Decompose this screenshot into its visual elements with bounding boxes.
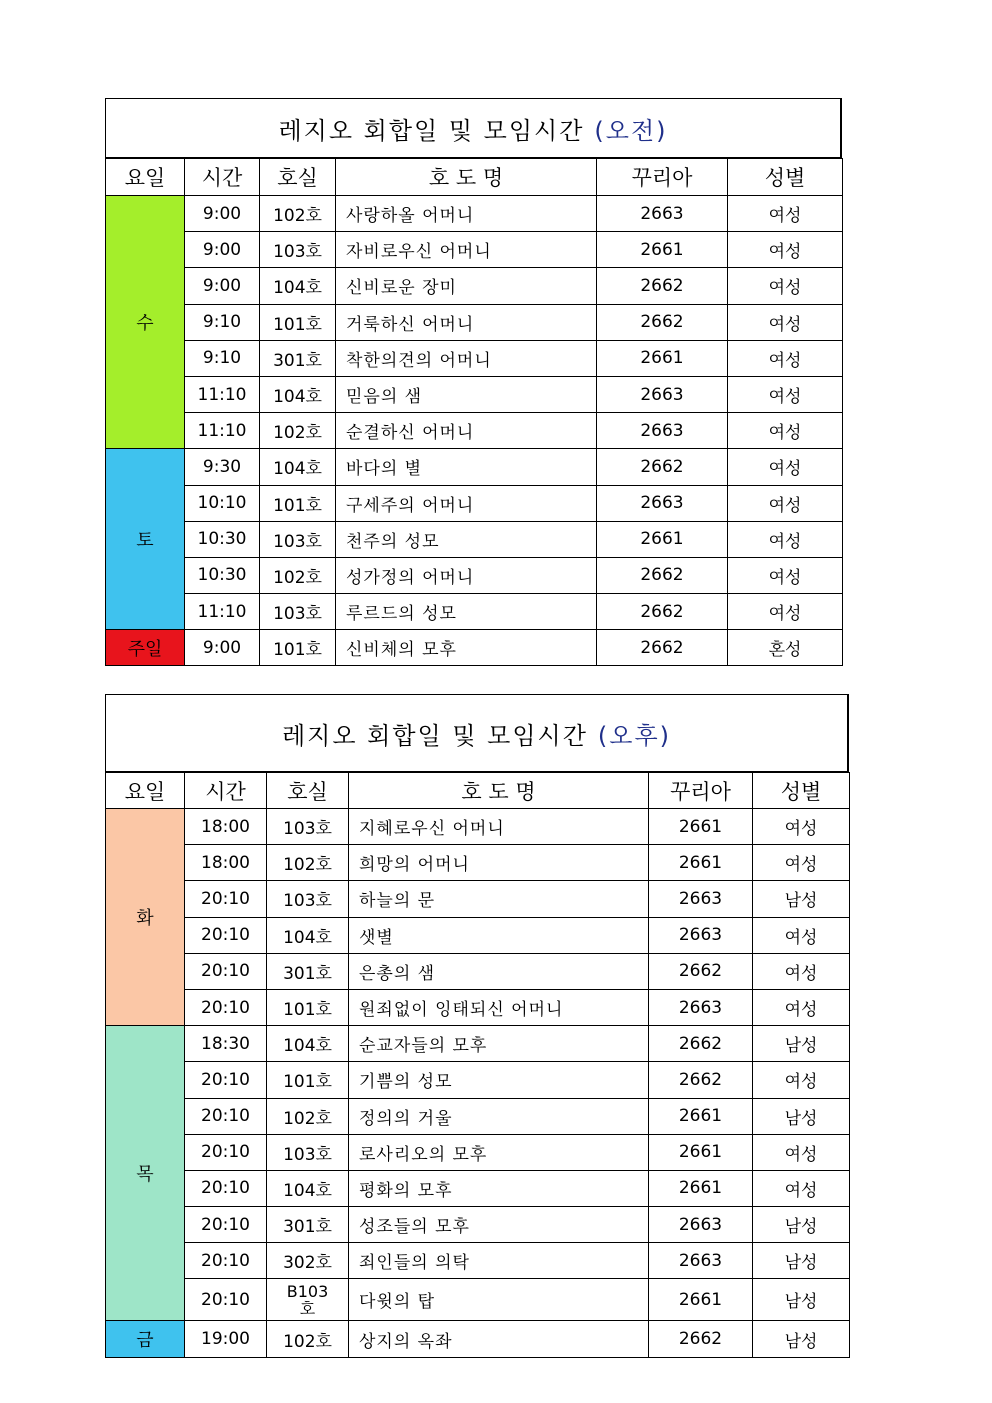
table-row bbox=[106, 809, 850, 845]
time-cell: 10:30 bbox=[185, 557, 260, 593]
table-row bbox=[106, 881, 850, 917]
room-cell: 102호 bbox=[267, 1098, 349, 1134]
curia-cell: 2663 bbox=[597, 196, 728, 232]
table-row bbox=[106, 449, 843, 485]
room-cell: 104호 bbox=[260, 449, 336, 485]
gender-cell: 남성 bbox=[753, 1321, 850, 1357]
room-cell: 103호 bbox=[267, 809, 349, 845]
room-cell: 102호 bbox=[260, 413, 336, 449]
gender-cell: 여성 bbox=[753, 809, 850, 845]
day-cell: 목 bbox=[106, 1026, 185, 1321]
gender-cell: 여성 bbox=[728, 594, 843, 630]
group-name-cell: 평화의 모후 bbox=[349, 1170, 649, 1206]
room-cell: 103호 bbox=[260, 232, 336, 268]
curia-cell: 2661 bbox=[649, 1134, 753, 1170]
group-name-cell: 순교자들의 모후 bbox=[349, 1026, 649, 1062]
time-cell: 20:10 bbox=[185, 1062, 267, 1098]
table-row bbox=[106, 557, 843, 593]
header-room: 호실 bbox=[260, 159, 336, 196]
room-cell: 101호 bbox=[267, 1062, 349, 1098]
table-row bbox=[106, 304, 843, 340]
curia-cell: 2661 bbox=[597, 340, 728, 376]
gender-cell: 여성 bbox=[753, 1134, 850, 1170]
curia-cell: 2662 bbox=[597, 630, 728, 666]
afternoon-schedule-table bbox=[105, 772, 850, 1358]
header-room: 호실 bbox=[267, 773, 349, 809]
room-cell: 102호 bbox=[267, 1321, 349, 1357]
time-cell: 20:10 bbox=[185, 1243, 267, 1279]
header-time: 시간 bbox=[185, 773, 267, 809]
table-header-row bbox=[106, 159, 843, 196]
curia-cell: 2661 bbox=[597, 521, 728, 557]
table-row bbox=[106, 917, 850, 953]
time-cell: 9:00 bbox=[185, 268, 260, 304]
day-cell: 금 bbox=[106, 1321, 185, 1357]
time-cell: 9:00 bbox=[185, 196, 260, 232]
curia-cell: 2661 bbox=[597, 232, 728, 268]
gender-cell: 여성 bbox=[728, 376, 843, 412]
gender-cell: 여성 bbox=[728, 557, 843, 593]
curia-cell: 2662 bbox=[597, 268, 728, 304]
table-row bbox=[106, 1134, 850, 1170]
afternoon-title: 레지오 회합일 및 모임시간 bbox=[281, 721, 588, 750]
gender-cell: 남성 bbox=[753, 1243, 850, 1279]
gender-cell: 여성 bbox=[753, 1062, 850, 1098]
group-name-cell: 기쁨의 성모 bbox=[349, 1062, 649, 1098]
room-cell: 102호 bbox=[260, 557, 336, 593]
table-header-row bbox=[106, 773, 850, 809]
table-row bbox=[106, 1243, 850, 1279]
group-name-cell: 천주의 성모 bbox=[336, 521, 597, 557]
curia-cell: 2661 bbox=[649, 845, 753, 881]
gender-cell: 남성 bbox=[753, 1026, 850, 1062]
table-row bbox=[106, 1026, 850, 1062]
group-name-cell: 루르드의 성모 bbox=[336, 594, 597, 630]
header-gender: 성별 bbox=[728, 159, 843, 196]
group-name-cell: 믿음의 샘 bbox=[336, 376, 597, 412]
header-group-name: 호 도 명 bbox=[336, 159, 597, 196]
group-name-cell: 샛별 bbox=[349, 917, 649, 953]
group-name-cell: 은총의 샘 bbox=[349, 953, 649, 989]
gender-cell: 여성 bbox=[728, 521, 843, 557]
table-row bbox=[106, 1279, 850, 1321]
curia-cell: 2662 bbox=[597, 594, 728, 630]
table-row bbox=[106, 376, 843, 412]
group-name-cell: 구세주의 어머니 bbox=[336, 485, 597, 521]
group-name-cell: 정의의 거울 bbox=[349, 1098, 649, 1134]
table-row bbox=[106, 196, 843, 232]
time-cell: 20:10 bbox=[185, 881, 267, 917]
table-row bbox=[106, 1062, 850, 1098]
gender-cell: 여성 bbox=[753, 989, 850, 1025]
curia-cell: 2662 bbox=[597, 449, 728, 485]
room-cell: 104호 bbox=[267, 917, 349, 953]
curia-cell: 2663 bbox=[597, 376, 728, 412]
room-cell: 301호 bbox=[267, 953, 349, 989]
gender-cell: 여성 bbox=[728, 304, 843, 340]
group-name-cell: 죄인들의 의탁 bbox=[349, 1243, 649, 1279]
room-cell: 101호 bbox=[267, 989, 349, 1025]
room-cell: 301호 bbox=[267, 1207, 349, 1243]
time-cell: 11:10 bbox=[185, 376, 260, 412]
time-cell: 18:00 bbox=[185, 845, 267, 881]
header-gender: 성별 bbox=[753, 773, 850, 809]
header-group-name: 호 도 명 bbox=[349, 773, 649, 809]
gender-cell: 여성 bbox=[753, 1170, 850, 1206]
room-cell: 302호 bbox=[267, 1243, 349, 1279]
gender-cell: 남성 bbox=[753, 1279, 850, 1321]
gender-cell: 남성 bbox=[753, 1098, 850, 1134]
day-cell: 수 bbox=[106, 196, 185, 449]
curia-cell: 2661 bbox=[649, 1098, 753, 1134]
curia-cell: 2663 bbox=[597, 413, 728, 449]
curia-cell: 2661 bbox=[649, 1279, 753, 1321]
group-name-cell: 지혜로우신 어머니 bbox=[349, 809, 649, 845]
header-curia: 꾸리아 bbox=[597, 159, 728, 196]
gender-cell: 혼성 bbox=[728, 630, 843, 666]
room-cell: 103호 bbox=[267, 881, 349, 917]
gender-cell: 여성 bbox=[728, 268, 843, 304]
header-time: 시간 bbox=[185, 159, 260, 196]
room-cell: 103호 bbox=[260, 521, 336, 557]
table-row bbox=[106, 340, 843, 376]
group-name-cell: 성가정의 어머니 bbox=[336, 557, 597, 593]
table-row bbox=[106, 485, 843, 521]
table-row bbox=[106, 594, 843, 630]
group-name-cell: 착한의견의 어머니 bbox=[336, 340, 597, 376]
header-day: 요일 bbox=[106, 773, 185, 809]
morning-title-suffix: (오전) bbox=[594, 116, 668, 145]
gender-cell: 여성 bbox=[728, 485, 843, 521]
curia-cell: 2663 bbox=[649, 1207, 753, 1243]
time-cell: 10:30 bbox=[185, 521, 260, 557]
day-cell: 화 bbox=[106, 809, 185, 1026]
group-name-cell: 자비로우신 어머니 bbox=[336, 232, 597, 268]
table-row bbox=[106, 989, 850, 1025]
group-name-cell: 사랑하올 어머니 bbox=[336, 196, 597, 232]
table-row bbox=[106, 232, 843, 268]
curia-cell: 2662 bbox=[649, 1321, 753, 1357]
morning-title: 레지오 회합일 및 모임시간 bbox=[278, 116, 585, 145]
gender-cell: 여성 bbox=[753, 953, 850, 989]
group-name-cell: 다윗의 탑 bbox=[349, 1279, 649, 1321]
table-row bbox=[106, 630, 843, 666]
group-name-cell: 원죄없이 잉태되신 어머니 bbox=[349, 989, 649, 1025]
curia-cell: 2663 bbox=[649, 881, 753, 917]
time-cell: 11:10 bbox=[185, 413, 260, 449]
time-cell: 20:10 bbox=[185, 1098, 267, 1134]
time-cell: 9:10 bbox=[185, 340, 260, 376]
gender-cell: 여성 bbox=[728, 449, 843, 485]
time-cell: 20:10 bbox=[185, 953, 267, 989]
table-row bbox=[106, 1170, 850, 1206]
room-cell: 301호 bbox=[260, 340, 336, 376]
time-cell: 9:00 bbox=[185, 232, 260, 268]
gender-cell: 여성 bbox=[728, 340, 843, 376]
curia-cell: 2663 bbox=[597, 485, 728, 521]
table-row bbox=[106, 521, 843, 557]
room-cell: 101호 bbox=[260, 485, 336, 521]
group-name-cell: 순결하신 어머니 bbox=[336, 413, 597, 449]
gender-cell: 남성 bbox=[753, 1207, 850, 1243]
time-cell: 20:10 bbox=[185, 989, 267, 1025]
time-cell: 9:10 bbox=[185, 304, 260, 340]
morning-title-box bbox=[105, 98, 842, 158]
group-name-cell: 신비로운 장미 bbox=[336, 268, 597, 304]
room-cell: 101호 bbox=[260, 630, 336, 666]
afternoon-title-box bbox=[105, 694, 849, 772]
time-cell: 20:10 bbox=[185, 1170, 267, 1206]
group-name-cell: 신비체의 모후 bbox=[336, 630, 597, 666]
room-cell: 104호 bbox=[260, 376, 336, 412]
table-row bbox=[106, 268, 843, 304]
curia-cell: 2663 bbox=[649, 1243, 753, 1279]
group-name-cell: 희망의 어머니 bbox=[349, 845, 649, 881]
group-name-cell: 거룩하신 어머니 bbox=[336, 304, 597, 340]
room-cell: 103호 bbox=[267, 1134, 349, 1170]
day-cell: 주일 bbox=[106, 630, 185, 666]
header-day: 요일 bbox=[106, 159, 185, 196]
table-row bbox=[106, 845, 850, 881]
room-cell: B103호 bbox=[267, 1279, 349, 1321]
curia-cell: 2663 bbox=[649, 917, 753, 953]
group-name-cell: 로사리오의 모후 bbox=[349, 1134, 649, 1170]
curia-cell: 2662 bbox=[597, 557, 728, 593]
curia-cell: 2662 bbox=[649, 1062, 753, 1098]
time-cell: 11:10 bbox=[185, 594, 260, 630]
table-row bbox=[106, 1207, 850, 1243]
day-cell: 토 bbox=[106, 449, 185, 630]
time-cell: 20:10 bbox=[185, 1134, 267, 1170]
gender-cell: 여성 bbox=[728, 232, 843, 268]
group-name-cell: 바다의 별 bbox=[336, 449, 597, 485]
table-row bbox=[106, 1321, 850, 1357]
time-cell: 20:10 bbox=[185, 1207, 267, 1243]
time-cell: 18:30 bbox=[185, 1026, 267, 1062]
morning-schedule-table bbox=[105, 158, 843, 666]
afternoon-title-suffix: (오후) bbox=[597, 721, 672, 750]
room-cell: 104호 bbox=[260, 268, 336, 304]
curia-cell: 2662 bbox=[597, 304, 728, 340]
gender-cell: 남성 bbox=[753, 881, 850, 917]
room-cell: 104호 bbox=[267, 1170, 349, 1206]
table-row bbox=[106, 1098, 850, 1134]
curia-cell: 2662 bbox=[649, 1026, 753, 1062]
time-cell: 9:00 bbox=[185, 630, 260, 666]
table-row bbox=[106, 953, 850, 989]
gender-cell: 여성 bbox=[728, 413, 843, 449]
curia-cell: 2661 bbox=[649, 809, 753, 845]
table-row bbox=[106, 413, 843, 449]
group-name-cell: 성조들의 모후 bbox=[349, 1207, 649, 1243]
time-cell: 9:30 bbox=[185, 449, 260, 485]
gender-cell: 여성 bbox=[753, 917, 850, 953]
gender-cell: 여성 bbox=[728, 196, 843, 232]
curia-cell: 2661 bbox=[649, 1170, 753, 1206]
group-name-cell: 하늘의 문 bbox=[349, 881, 649, 917]
gender-cell: 여성 bbox=[753, 845, 850, 881]
time-cell: 20:10 bbox=[185, 917, 267, 953]
time-cell: 10:10 bbox=[185, 485, 260, 521]
curia-cell: 2663 bbox=[649, 989, 753, 1025]
room-cell: 101호 bbox=[260, 304, 336, 340]
time-cell: 18:00 bbox=[185, 809, 267, 845]
header-curia: 꾸리아 bbox=[649, 773, 753, 809]
time-cell: 20:10 bbox=[185, 1279, 267, 1321]
room-cell: 102호 bbox=[260, 196, 336, 232]
group-name-cell: 상지의 옥좌 bbox=[349, 1321, 649, 1357]
room-cell: 102호 bbox=[267, 845, 349, 881]
room-cell: 104호 bbox=[267, 1026, 349, 1062]
curia-cell: 2662 bbox=[649, 953, 753, 989]
room-cell: 103호 bbox=[260, 594, 336, 630]
time-cell: 19:00 bbox=[185, 1321, 267, 1357]
